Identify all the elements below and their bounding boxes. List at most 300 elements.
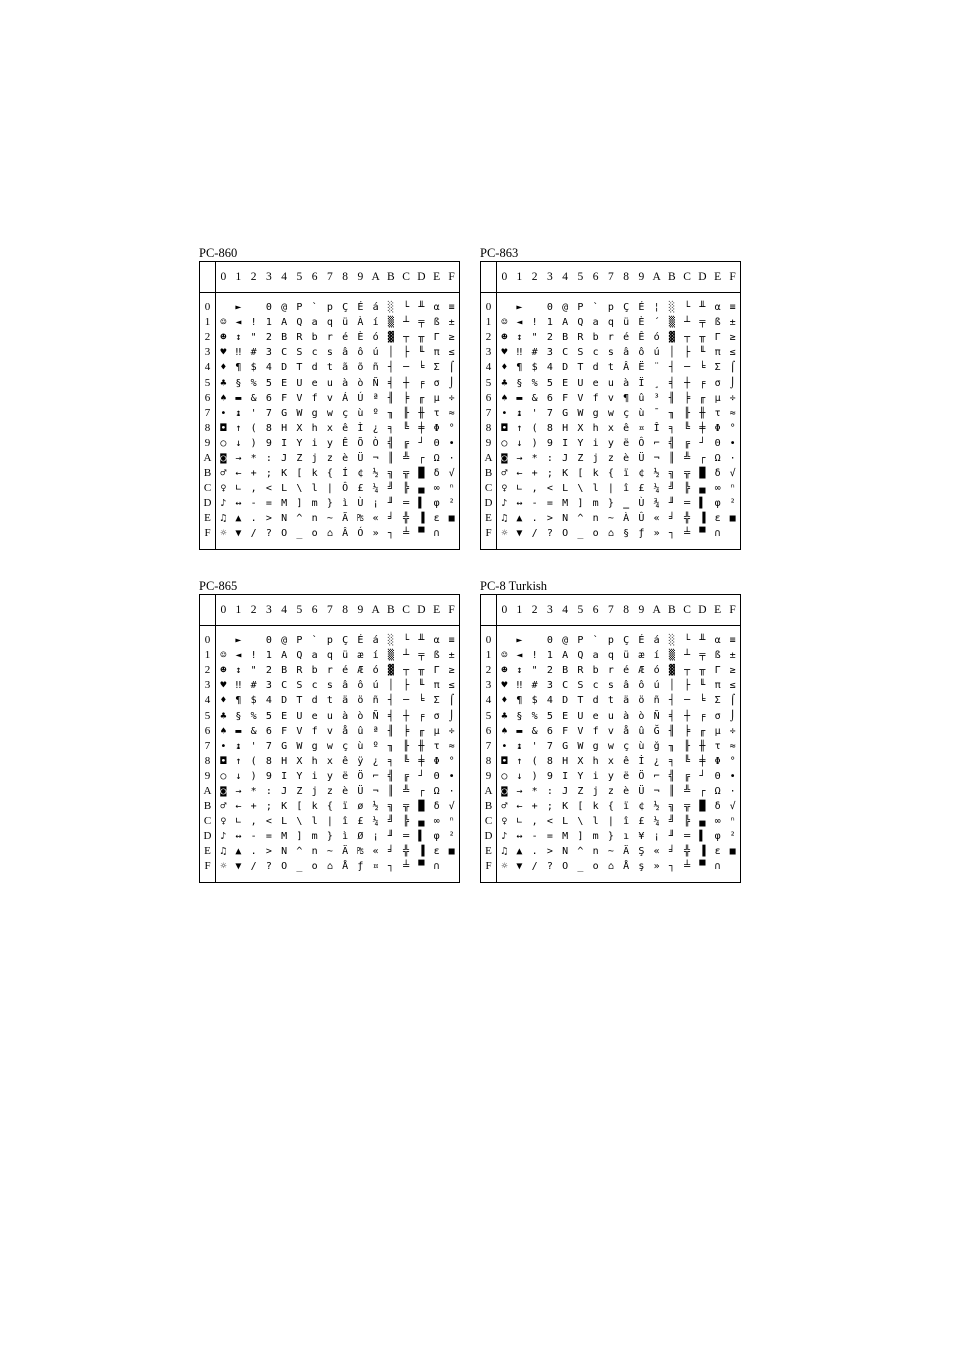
char-cell: J [281,785,288,797]
char-cell: < [265,816,272,828]
char-cell: 1 [265,317,272,329]
row-header: 6 [200,391,216,406]
char-cell: f [592,392,599,404]
char-cell: 3 [546,680,553,692]
char-cell: Å [623,861,630,873]
char-cell: ╨ [699,302,706,314]
char-cell: ÷ [729,725,736,737]
char-cell: ║ [668,452,675,464]
char-cell: α [714,302,721,314]
char-cell: √ [729,468,736,480]
char-cell: a [592,650,599,662]
char-cell: _ [296,528,303,540]
charset-block-pc860 [199,245,461,550]
char-cell: ß [433,650,440,662]
char-cell: ╓ [418,392,425,404]
char-cell: R [577,665,584,677]
char-cell: ≥ [729,665,736,677]
table-row [200,754,460,769]
char-cell: ¸ [653,377,660,389]
char-cell: ▬ [516,725,523,737]
char-cell: ë [623,770,630,782]
char-cell: ☺ [501,317,508,329]
column-header: 3 [542,262,557,293]
char-cell: o [311,861,318,873]
column-header: 9 [353,595,368,626]
row-header: F [481,859,497,874]
char-cell: π [433,347,440,359]
char-cell: █ [699,468,706,480]
row-header: 7 [481,406,497,421]
char-cell: ╪ [418,755,425,767]
char-cell: u [607,710,614,722]
table-row [481,844,741,859]
char-cell: σ [433,377,440,389]
char-cell: ¶ [516,362,523,374]
char-cell: 1 [546,317,553,329]
row-header: A [200,784,216,799]
char-cell: M [281,831,288,843]
char-cell: ¥ [638,831,645,843]
char-cell: ÷ [448,725,455,737]
char-cell: , [250,816,257,828]
char-cell: L [281,816,288,828]
row-header: C [200,481,216,496]
char-cell: U [296,710,303,722]
char-cell: ø [357,801,364,813]
char-cell: ╩ [684,785,691,797]
char-cell: 9 [546,770,553,782]
char-cell: E [562,710,569,722]
char-cell: L [562,816,569,828]
char-cell: Â [623,362,630,374]
char-cell: A [281,650,288,662]
char-cell: M [562,831,569,843]
char-cell: ♠ [220,725,227,737]
char-cell: ∩ [714,861,721,873]
char-cell: | [326,483,333,495]
char-cell: ☻ [501,332,508,344]
char-cell: L [281,483,288,495]
char-cell: + [531,801,538,813]
char-cell: ¿ [372,755,379,767]
char-cell: K [562,801,569,813]
char-cell: ; [546,468,553,480]
char-cell: ô [357,680,364,692]
char-cell: ┐ [387,528,394,540]
char-cell: ± [448,650,455,662]
char-cell: r [607,332,614,344]
char-cell: ╔ [403,437,410,449]
char-cell: Ñ [653,710,660,722]
char-cell: ╔ [684,770,691,782]
char-cell: ╡ [387,377,394,389]
table-row [200,859,460,874]
char-cell: R [296,665,303,677]
char-cell: O [281,528,288,540]
table-row [481,724,741,739]
char-cell: ╩ [684,452,691,464]
char-cell: ☺ [220,650,227,662]
char-cell: v [326,392,333,404]
table-row [481,481,741,496]
char-cell: ğ [653,740,660,752]
char-cell: ' [531,740,538,752]
char-cell: c [592,347,599,359]
char-cell: ⌂ [326,528,333,540]
char-cell: h [311,755,318,767]
char-cell: ╝ [387,816,394,828]
char-cell: | [607,483,614,495]
char-cell: ü [342,317,349,329]
char-cell: ε [714,513,721,525]
char-cell: ß [714,317,721,329]
char-cell: ⌐ [372,770,379,782]
column-header: 3 [542,595,557,626]
char-cell: í [372,317,379,329]
char-cell: ▓ [668,665,675,677]
corner-cell [481,595,497,626]
column-header: B [664,262,679,293]
row-header: B [200,799,216,814]
char-cell: l [592,483,599,495]
char-cell: ≡ [729,635,736,647]
char-cell: ─ [403,362,410,374]
char-cell: * [531,785,538,797]
char-cell: ⌐ [653,437,660,449]
char-cell: P [296,302,303,314]
char-cell: Q [577,650,584,662]
table-row [200,315,460,330]
char-cell: ∟ [516,483,523,495]
row-header: 7 [200,406,216,421]
char-cell: ↑ [235,755,242,767]
row-header: 9 [200,436,216,451]
char-cell: ○ [501,770,508,782]
char-cell: ) [250,770,257,782]
char-cell: ▬ [235,392,242,404]
row-header: 0 [481,633,497,648]
char-cell: î [623,483,630,495]
char-cell: ` [592,302,599,314]
char-cell: ◄ [235,650,242,662]
char-cell: ╪ [699,755,706,767]
row-header: E [481,511,497,526]
char-cell: ó [653,665,660,677]
char-cell: ▬ [235,725,242,737]
char-cell: ▲ [235,513,242,525]
char-cell: ] [577,498,584,510]
char-cell: ¢ [638,801,645,813]
char-cell: ■ [729,846,736,858]
char-cell: ò [638,710,645,722]
column-header: C [399,262,414,293]
char-cell: ← [516,801,523,813]
char-cell: ┤ [668,695,675,707]
char-cell: ◘ [220,755,227,767]
char-cell: ╜ [668,831,675,843]
char-cell: ∟ [235,483,242,495]
char-cell: è [342,452,349,464]
char-cell: è [623,452,630,464]
char-cell: ░ [387,302,394,314]
char-cell: ‗ [623,498,630,510]
char-cell: º [372,740,379,752]
char-cell: n [311,513,318,525]
char-cell: [ [296,801,303,813]
char-cell: ∟ [516,816,523,828]
char-cell: g [592,407,599,419]
char-cell: R [296,332,303,344]
char-cell: û [638,392,645,404]
char-cell [527,300,542,315]
char-cell: q [326,317,333,329]
char-cell: ╕ [668,422,675,434]
table-row [200,466,460,481]
char-cell: ├ [684,680,691,692]
char-cell: v [326,725,333,737]
char-cell: ╜ [387,498,394,510]
char-cell: f [311,725,318,737]
char-cell: ┬ [403,332,410,344]
char-cell: ≈ [729,740,736,752]
char-cell: ► [516,635,523,647]
char-cell: ; [265,468,272,480]
char-cell: µ [714,725,721,737]
char-cell: ▼ [516,528,523,540]
char-cell: · [448,785,455,797]
char-cell: → [235,452,242,464]
char-cell: Ü [638,452,645,464]
char-cell [444,859,459,874]
char-cell: ⌠ [729,695,736,707]
char-cell: x [607,755,614,767]
char-cell: # [250,347,257,359]
char-cell: 7 [546,407,553,419]
char-cell: ; [265,801,272,813]
char-cell: ╔ [684,437,691,449]
char-cell: « [653,846,660,858]
char-cell: > [546,513,553,525]
char-cell: % [531,710,538,722]
char-cell: ╤ [418,317,425,329]
char-cell: φ [433,498,440,510]
table-row [200,406,460,421]
column-header: B [383,262,398,293]
table-row [200,451,460,466]
char-cell: ] [296,831,303,843]
char-cell: t [326,362,333,374]
char-cell: ╒ [418,710,425,722]
char-cell: ↓ [235,437,242,449]
char-cell: ↨ [516,740,523,752]
char-cell: B [281,665,288,677]
char-cell: D [562,695,569,707]
char-cell: ◄ [516,317,523,329]
char-cell: O [281,861,288,873]
row-header: A [200,451,216,466]
char-cell: T [577,695,584,707]
char-cell: < [546,816,553,828]
char-cell: F [281,725,288,737]
row-header: 1 [200,648,216,663]
char-cell: É [638,635,645,647]
char-cell: ╫ [418,740,425,752]
char-cell: I [562,437,569,449]
char-cell: ⌠ [729,362,736,374]
char-cell: ╬ [403,846,410,858]
char-cell: $ [250,695,257,707]
table-row [200,481,460,496]
char-cell: ┘ [418,437,425,449]
column-header: 6 [307,262,322,293]
char-cell: H [281,422,288,434]
char-cell: k [592,468,599,480]
char-cell: ☺ [220,317,227,329]
char-cell: → [516,452,523,464]
char-cell: m [592,831,599,843]
table-row [200,769,460,784]
char-cell: S [296,680,303,692]
char-cell: z [326,785,333,797]
column-header: 0 [216,262,231,293]
char-cell: ╧ [684,861,691,873]
char-cell: ì [342,498,349,510]
char-cell: 9 [265,437,272,449]
char-cell: £ [357,816,364,828]
char-cell: ♦ [501,362,508,374]
corner-cell [200,262,216,293]
char-cell: E [562,377,569,389]
table-row [200,436,460,451]
char-cell: U [577,710,584,722]
char-cell: i [592,770,599,782]
char-cell: │ [668,680,675,692]
column-header: 4 [277,595,292,626]
char-cell: ├ [403,680,410,692]
char-cell: B [562,332,569,344]
column-header: 2 [246,262,261,293]
char-cell: N [562,513,569,525]
char-cell: δ [714,468,721,480]
char-cell: / [250,528,257,540]
char-cell: J [562,785,569,797]
column-header: F [725,595,740,626]
char-cell: ╥ [699,332,706,344]
char-cell: · [729,452,736,464]
char-cell: ╣ [668,437,675,449]
char-cell: p [607,302,614,314]
char-cell: ⌐ [653,770,660,782]
table-row [481,511,741,526]
char-cell: x [326,422,333,434]
char-cell: 5 [546,710,553,722]
char-cell: ↕ [516,332,523,344]
row-header: E [200,844,216,859]
char-cell: ┼ [684,377,691,389]
char-cell: ▄ [699,483,706,495]
char-cell: ↑ [235,422,242,434]
row-header: F [481,526,497,541]
char-cell: ƒ [357,861,364,873]
char-cell: Z [577,785,584,797]
table-row [200,829,460,844]
char-cell: ░ [668,302,675,314]
char-cell: ├ [684,347,691,359]
char-cell: ∞ [433,483,440,495]
column-header: E [710,262,725,293]
char-cell: § [623,528,630,540]
char-cell: → [516,785,523,797]
char-cell: : [265,452,272,464]
char-cell: φ [433,831,440,843]
char-cell: ç [342,740,349,752]
char-cell: ( [531,755,538,767]
char-cell: @ [562,635,569,647]
char-cell: ◙ [501,785,508,797]
char-cell: ♣ [220,377,227,389]
column-header: 3 [261,595,276,626]
char-cell: ┘ [699,770,706,782]
table-row [200,300,460,315]
char-cell: è [623,785,630,797]
char-cell: ↓ [516,770,523,782]
char-cell: ↑ [516,422,523,434]
char-cell: α [433,302,440,314]
char-cell: ‼ [516,680,523,692]
char-cell: t [607,362,614,374]
char-cell: ╘ [418,362,425,374]
char-cell: n [311,846,318,858]
char-cell: · [448,452,455,464]
char-cell: ├ [403,347,410,359]
char-cell: \ [577,816,584,828]
char-cell: j [592,785,599,797]
char-cell: V [577,725,584,737]
char-cell: ] [577,831,584,843]
char-cell: ─ [684,695,691,707]
char-cell: $ [250,362,257,374]
char-cell: ¬ [372,452,379,464]
char-cell: A [281,317,288,329]
char-cell: ▌ [418,831,425,843]
row-header: 9 [481,769,497,784]
row-header: D [481,496,497,511]
char-cell: ♪ [220,498,227,510]
char-cell: ¿ [653,755,660,767]
char-cell: y [326,770,333,782]
char-cell: V [296,392,303,404]
char-cell: ¢ [357,468,364,480]
char-cell: P [577,635,584,647]
char-cell: ┼ [684,710,691,722]
char-cell: Æ [638,665,645,677]
char-cell: τ [433,407,440,419]
char-cell: ù [638,407,645,419]
char-cell: ê [623,422,630,434]
char-cell: U [296,377,303,389]
column-header: 8 [619,262,634,293]
char-cell: ↕ [235,332,242,344]
char-cell: ▲ [235,846,242,858]
char-cell: ╨ [418,635,425,647]
char-cell: ╖ [387,740,394,752]
char-cell: ⁿ [448,483,455,495]
column-header: F [444,595,459,626]
char-cell: » [372,528,379,540]
char-cell: Å [342,861,349,873]
table-row [481,799,741,814]
